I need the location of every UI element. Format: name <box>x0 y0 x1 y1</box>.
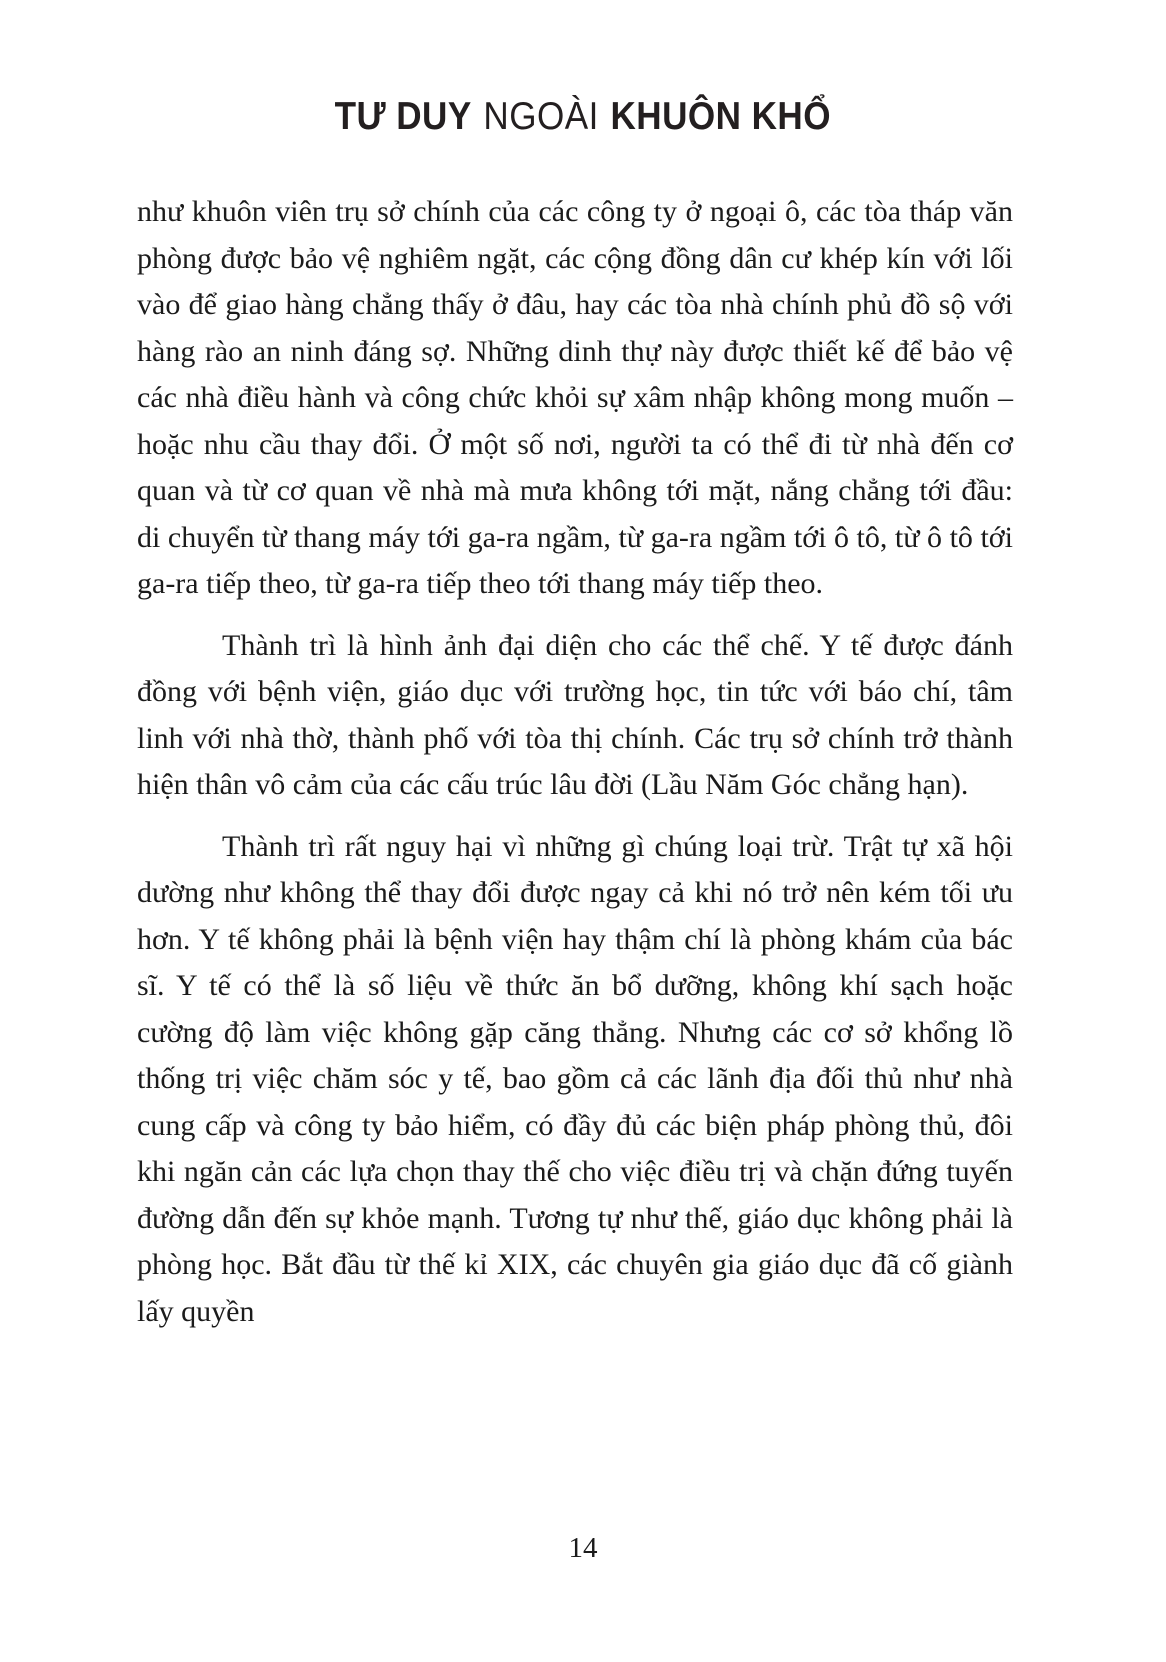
page-number: 14 <box>568 1532 598 1564</box>
body-paragraph-2: Thành trì là hình ảnh đại diện cho các thể chế. Y tế được đánh đồng với bệnh viện, giáo dục với trường học, tin tức với báo chí, tâm linh với nhà thờ, thành phố với tòa thị chính. Các trụ sở chính trở thành hiện thân vô cảm của các cấu trúc lâu đời (Lầu Năm Góc chẳng hạn). <box>137 628 1013 801</box>
body-paragraph-3: Thành trì rất nguy hại vì những gì chúng loại trừ. Trật tự xã hội dường như không thể thay đổi được ngay cả khi nó trở nên kém tối ưu hơn. Y tế không phải là bệnh viện hay thậm chí là phòng khám của bác sĩ. Y tế có thể là số liệu về thức ăn bổ dưỡng, không khí sạch hoặc cường độ làm việc không gặp căng thẳng. Nhưng các cơ sở khổng lồ thống trị việc chăm sóc y tế, bao gồm cả các lãnh địa đối thủ như nhà cung cấp và công ty bảo hiểm, có đầy đủ các biện pháp phòng thủ, đôi khi ngăn cản các lựa chọn thay thế cho việc điều trị và chặn đứng tuyến đường dẫn đến sự khỏe mạnh. Tương tự như thế, giáo dục không phải là phòng học. Bắt đầu từ thế kỉ XIX, các chuyên gia giáo dục đã cố giành lấy quyền <box>137 829 1013 1328</box>
body-text-block <box>137 189 1013 1335</box>
title-segment-bold-1: TƯ DUY <box>334 95 472 138</box>
chapter-header <box>0 96 1166 139</box>
title-segment-light: NGOÀI <box>483 95 599 138</box>
title-segment-bold-2: KHUÔN KHỔ <box>610 95 832 138</box>
body-paragraph-1: như khuôn viên trụ sở chính của các công ty ở ngoại ô, các tòa tháp văn phòng được bảo vệ nghiêm ngặt, các cộng đồng dân cư khép kín với lối vào để giao hàng chẳng thấy ở đâu, hay các tòa nhà chính phủ đồ sộ với hàng rào an ninh đáng sợ. Những dinh thự này được thiết kế để bảo vệ các nhà điều hành và công chức khỏi sự xâm nhập không mong muốn – hoặc nhu cầu thay đổi. Ở một số nơi, người ta có thể đi từ nhà đến cơ quan và từ cơ quan về nhà mà mưa không tới mặt, nắng chẳng tới đầu: di chuyển từ thang máy tới ga-ra ngầm, từ ga-ra ngầm tới ô tô, từ ô tô tới ga-ra tiếp theo, từ ga-ra tiếp theo tới thang máy tiếp theo. <box>137 195 1013 600</box>
page-title <box>335 96 831 139</box>
